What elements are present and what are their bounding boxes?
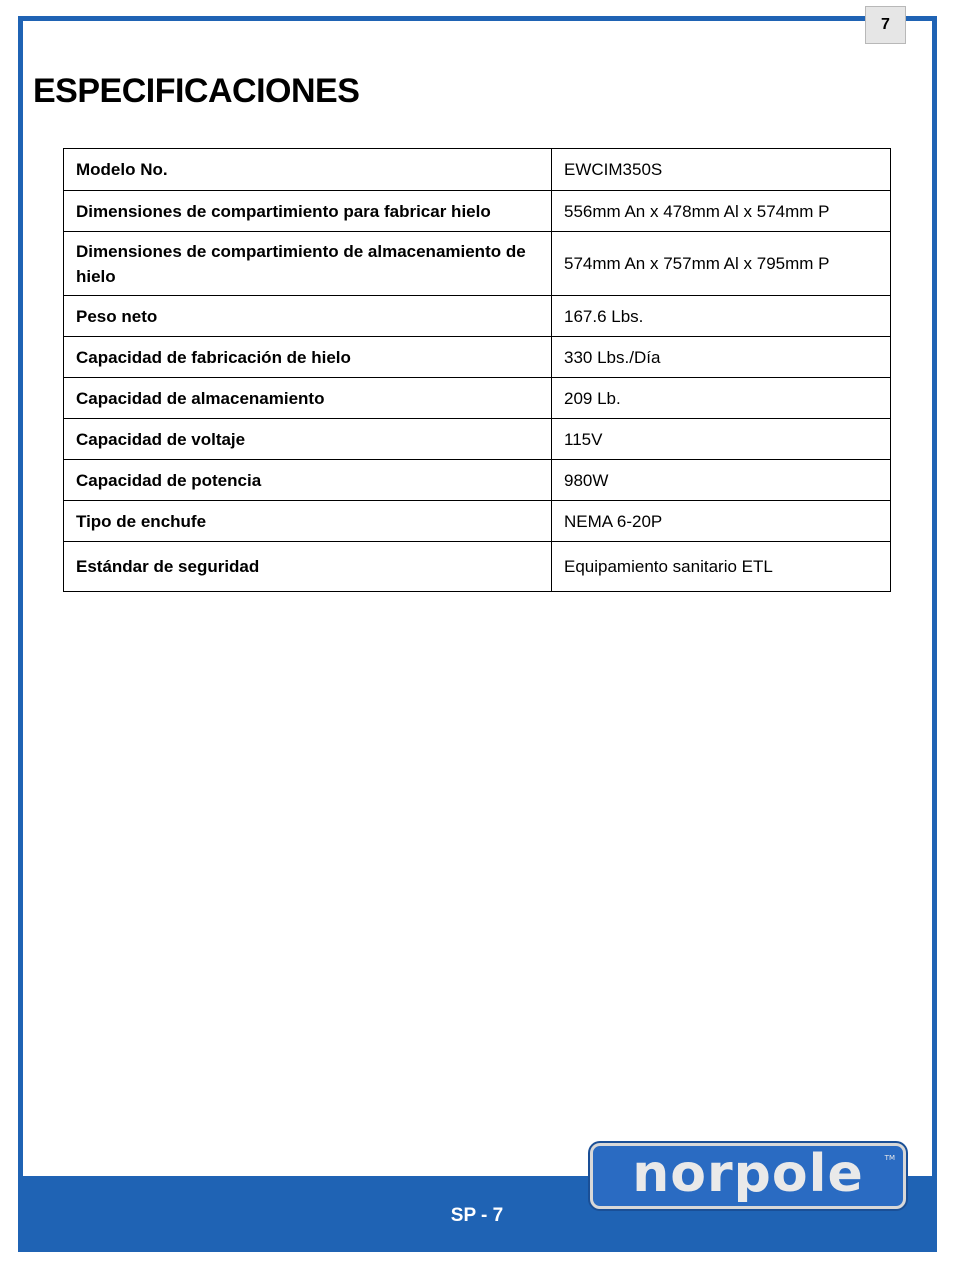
table-row bbox=[64, 232, 891, 296]
table-row bbox=[64, 378, 891, 419]
spec-value: 167.6 Lbs. bbox=[552, 296, 891, 337]
spec-label: Dimensiones de compartimiento de almacenamiento de hielo bbox=[64, 232, 552, 296]
spec-value: Equipamiento sanitario ETL bbox=[552, 542, 891, 592]
spec-value: NEMA 6-20P bbox=[552, 501, 891, 542]
table-row bbox=[64, 191, 891, 232]
spec-value: 330 Lbs./Día bbox=[552, 337, 891, 378]
spec-label: Tipo de enchufe bbox=[64, 501, 552, 542]
spec-table bbox=[63, 148, 891, 592]
table-row bbox=[64, 542, 891, 592]
spec-value: 556mm An x 478mm Al x 574mm P bbox=[552, 191, 891, 232]
spec-value: EWCIM350S bbox=[552, 149, 891, 191]
logo-text: norpole bbox=[632, 1144, 864, 1204]
norpole-logo bbox=[590, 1143, 906, 1209]
spec-label: Capacidad de fabricación de hielo bbox=[64, 337, 552, 378]
logo-trademark: TM bbox=[884, 1154, 895, 1162]
table-row bbox=[64, 460, 891, 501]
page-title: ESPECIFICACIONES bbox=[33, 72, 360, 110]
footer-page-label: SP - 7 bbox=[450, 1205, 504, 1226]
spec-value: 574mm An x 757mm Al x 795mm P bbox=[552, 232, 891, 296]
spec-label: Modelo No. bbox=[64, 149, 552, 191]
table-row bbox=[64, 501, 891, 542]
spec-label: Estándar de seguridad bbox=[64, 542, 552, 592]
spec-label: Dimensiones de compartimiento para fabricar hielo bbox=[64, 191, 552, 232]
spec-value: 980W bbox=[552, 460, 891, 501]
spec-label: Capacidad de potencia bbox=[64, 460, 552, 501]
spec-value: 115V bbox=[552, 419, 891, 460]
table-row bbox=[64, 337, 891, 378]
spec-label: Capacidad de voltaje bbox=[64, 419, 552, 460]
spec-label: Peso neto bbox=[64, 296, 552, 337]
spec-label: Capacidad de almacenamiento bbox=[64, 378, 552, 419]
table-row bbox=[64, 149, 891, 191]
table-row bbox=[64, 419, 891, 460]
page-number: 7 bbox=[881, 16, 890, 33]
table-row bbox=[64, 296, 891, 337]
page-number-box bbox=[865, 6, 906, 44]
spec-value: 209 Lb. bbox=[552, 378, 891, 419]
